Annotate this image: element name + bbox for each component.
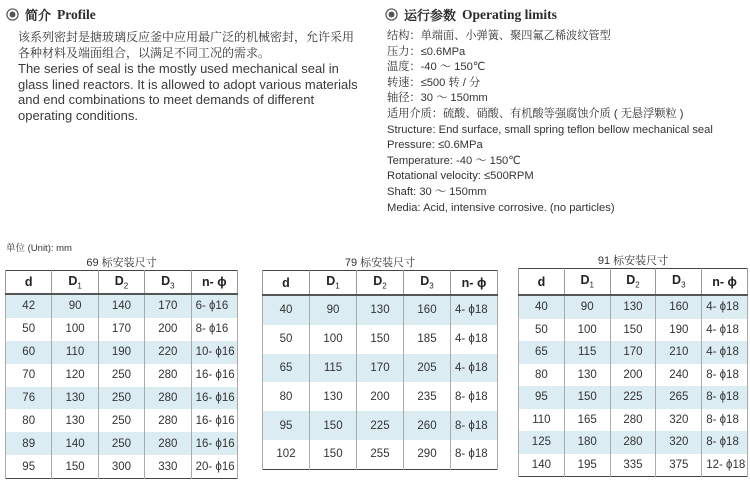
col-header-d3: $D_3$ bbox=[145, 271, 191, 295]
table-cell: 185 bbox=[404, 325, 451, 354]
table-cell: 16- ϕ16 bbox=[191, 432, 237, 455]
table-cell: 165 bbox=[564, 409, 610, 432]
col-header-d: d bbox=[519, 269, 565, 296]
col-header-d1: $D_1$ bbox=[52, 271, 98, 295]
table-row bbox=[263, 411, 498, 440]
profile-heading bbox=[6, 5, 96, 24]
table-cell: 190 bbox=[98, 341, 144, 364]
table-cell: 160 bbox=[404, 295, 451, 325]
table-cell: 150 bbox=[564, 386, 610, 409]
table-cell: 8- ϕ18 bbox=[451, 382, 498, 411]
table-row bbox=[263, 295, 498, 325]
limits-line: 轴径：30 ～ 150mm bbox=[387, 92, 488, 105]
col-header-holes: n- ϕ bbox=[191, 271, 237, 295]
table-cell: 4- ϕ18 bbox=[702, 319, 748, 342]
table-row bbox=[519, 431, 748, 454]
table-cell: 250 bbox=[98, 364, 144, 387]
table-row bbox=[263, 354, 498, 383]
table-cell: 280 bbox=[145, 364, 191, 387]
table-cell: 280 bbox=[145, 432, 191, 455]
table-cell: 65 bbox=[263, 354, 310, 383]
table-row bbox=[6, 409, 238, 432]
table-cell: 4- ϕ18 bbox=[451, 295, 498, 325]
table-header-row bbox=[6, 271, 238, 295]
table-cell: 89 bbox=[6, 432, 52, 455]
table-cell: 80 bbox=[263, 382, 310, 411]
table-cell: 330 bbox=[145, 455, 191, 478]
dimension-table bbox=[5, 270, 238, 479]
table-cell: 200 bbox=[357, 382, 404, 411]
table-row bbox=[519, 454, 748, 477]
table-cell: 4- ϕ18 bbox=[702, 295, 748, 319]
table-cell: 8- ϕ18 bbox=[702, 386, 748, 409]
limits-line: 转速：≤500 转 / 分 bbox=[387, 76, 481, 89]
col-header-d2: $D_2$ bbox=[357, 271, 404, 296]
bullseye-icon bbox=[6, 8, 19, 21]
table-caption: 91 标安装尺寸 bbox=[597, 255, 669, 267]
table-cell: 130 bbox=[610, 295, 656, 319]
table-cell: 130 bbox=[52, 387, 98, 410]
table-cell: 115 bbox=[564, 341, 610, 364]
table-cell: 140 bbox=[52, 432, 98, 455]
limits-line: Rotational velocity: ≤500RPM bbox=[387, 170, 534, 183]
profile-text-cn: 该系列密封是搪玻璃反应釜中应用最广泛的机械密封，允许采用各种材料及端面组合，以满足不同工况的需求。 bbox=[18, 30, 355, 60]
table-row bbox=[519, 295, 748, 319]
table-cell: 125 bbox=[519, 431, 565, 454]
table-cell: 335 bbox=[610, 454, 656, 477]
table-cell: 8- ϕ18 bbox=[451, 440, 498, 469]
table-cell: 280 bbox=[145, 409, 191, 432]
profile-body bbox=[18, 30, 364, 123]
limits-line: 适用介质：硫酸、硝酸、有机酸等强腐蚀介质 ( 无悬浮颗粒 ) bbox=[387, 107, 684, 120]
limits-line: Structure: End surface, small spring teflon bellow mechanical seal bbox=[387, 123, 713, 136]
table-cell: 8- ϕ18 bbox=[702, 364, 748, 387]
dimension-table bbox=[518, 268, 748, 477]
table-cell: 50 bbox=[6, 318, 52, 341]
table-header-row bbox=[263, 271, 498, 296]
table-cell: 200 bbox=[145, 318, 191, 341]
profile-title-en: Profile bbox=[57, 6, 96, 22]
table-cell: 205 bbox=[404, 354, 451, 383]
table-row bbox=[263, 440, 498, 469]
limits-line: Pressure: ≤0.6MPa bbox=[387, 139, 483, 152]
table-cell: 225 bbox=[357, 411, 404, 440]
table-cell: 100 bbox=[564, 319, 610, 342]
table-cell: 210 bbox=[656, 341, 702, 364]
table-cell: 16- ϕ16 bbox=[191, 409, 237, 432]
profile-text-en: The series of seal is the mostly used mechanical seal in glass lined reactors. It is allowed to adopt various materials and end combinations to meet demands of different operating conditions. bbox=[18, 61, 358, 123]
table-cell: 320 bbox=[656, 431, 702, 454]
table-79-standard bbox=[262, 256, 498, 470]
table-cell: 150 bbox=[357, 325, 404, 354]
table-cell: 150 bbox=[610, 319, 656, 342]
col-header-d1: $D_1$ bbox=[564, 269, 610, 296]
table-cell: 65 bbox=[519, 341, 565, 364]
table-cell: 50 bbox=[263, 325, 310, 354]
table-cell: 10- ϕ16 bbox=[191, 341, 237, 364]
table-cell: 40 bbox=[263, 295, 310, 325]
table-cell: 20- ϕ16 bbox=[191, 455, 237, 478]
table-cell: 300 bbox=[98, 455, 144, 478]
table-cell: 50 bbox=[519, 319, 565, 342]
col-header-holes: n- ϕ bbox=[702, 269, 748, 296]
table-cell: 130 bbox=[52, 409, 98, 432]
table-row bbox=[519, 409, 748, 432]
limits-heading bbox=[385, 5, 557, 24]
table-cell: 40 bbox=[519, 295, 565, 319]
table-cell: 190 bbox=[656, 319, 702, 342]
limits-line: 温度：-40 ～ 150℃ bbox=[387, 61, 486, 74]
table-row bbox=[263, 325, 498, 354]
table-cell: 120 bbox=[52, 364, 98, 387]
col-header-d2: $D_2$ bbox=[610, 269, 656, 296]
table-cell: 290 bbox=[404, 440, 451, 469]
table-cell: 80 bbox=[6, 409, 52, 432]
limits-body bbox=[387, 29, 747, 216]
table-cell: 12- ϕ18 bbox=[702, 454, 748, 477]
table-cell: 95 bbox=[519, 386, 565, 409]
table-row bbox=[263, 382, 498, 411]
unit-label: 单位 (Unit): mm bbox=[6, 243, 72, 254]
table-cell: 150 bbox=[310, 411, 357, 440]
table-cell: 375 bbox=[656, 454, 702, 477]
table-cell: 42 bbox=[6, 294, 52, 318]
table-cell: 115 bbox=[310, 354, 357, 383]
table-cell: 110 bbox=[519, 409, 565, 432]
limits-title-en: Operating limits bbox=[462, 6, 557, 22]
table-cell: 16- ϕ16 bbox=[191, 387, 237, 410]
limits-line: Media: Acid, intensive corrosive. (no particles) bbox=[387, 201, 615, 214]
table-cell: 4- ϕ18 bbox=[451, 325, 498, 354]
table-cell: 265 bbox=[656, 386, 702, 409]
table-row bbox=[6, 318, 238, 341]
limits-title-cn: 运行参数 bbox=[404, 8, 457, 23]
table-row bbox=[519, 319, 748, 342]
table-cell: 170 bbox=[145, 294, 191, 318]
table-row bbox=[519, 341, 748, 364]
table-caption: 79 标安装尺寸 bbox=[344, 257, 416, 269]
table-row bbox=[6, 455, 238, 478]
bullseye-icon bbox=[385, 8, 398, 21]
table-row bbox=[6, 364, 238, 387]
table-row bbox=[6, 341, 238, 364]
limits-line: Temperature: -40 ～ 150℃ bbox=[387, 154, 521, 167]
table-cell: 90 bbox=[310, 295, 357, 325]
table-cell: 6- ϕ16 bbox=[191, 294, 237, 318]
table-cell: 280 bbox=[610, 409, 656, 432]
col-header-d3: $D_3$ bbox=[404, 271, 451, 296]
table-row bbox=[6, 387, 238, 410]
table-cell: 280 bbox=[610, 431, 656, 454]
table-cell: 170 bbox=[357, 354, 404, 383]
table-cell: 95 bbox=[263, 411, 310, 440]
table-cell: 60 bbox=[6, 341, 52, 364]
table-cell: 180 bbox=[564, 431, 610, 454]
table-cell: 130 bbox=[564, 364, 610, 387]
table-cell: 80 bbox=[519, 364, 565, 387]
table-cell: 260 bbox=[404, 411, 451, 440]
table-cell: 90 bbox=[52, 294, 98, 318]
col-header-d1: $D_1$ bbox=[310, 271, 357, 296]
table-cell: 8- ϕ18 bbox=[451, 411, 498, 440]
table-cell: 250 bbox=[98, 387, 144, 410]
col-header-d3: $D_3$ bbox=[656, 269, 702, 296]
table-cell: 70 bbox=[6, 364, 52, 387]
table-cell: 8- ϕ18 bbox=[702, 431, 748, 454]
table-cell: 220 bbox=[145, 341, 191, 364]
table-row bbox=[6, 432, 238, 455]
table-cell: 250 bbox=[98, 409, 144, 432]
table-cell: 90 bbox=[564, 295, 610, 319]
table-cell: 160 bbox=[656, 295, 702, 319]
table-cell: 250 bbox=[98, 432, 144, 455]
table-cell: 100 bbox=[52, 318, 98, 341]
col-header-d: d bbox=[263, 271, 310, 296]
table-cell: 76 bbox=[6, 387, 52, 410]
table-cell: 320 bbox=[656, 409, 702, 432]
table-cell: 170 bbox=[610, 341, 656, 364]
table-cell: 280 bbox=[145, 387, 191, 410]
table-cell: 150 bbox=[310, 440, 357, 469]
table-cell: 225 bbox=[610, 386, 656, 409]
table-cell: 235 bbox=[404, 382, 451, 411]
table-cell: 140 bbox=[519, 454, 565, 477]
profile-title-cn: 简介 bbox=[25, 8, 52, 23]
table-cell: 255 bbox=[357, 440, 404, 469]
col-header-d: d bbox=[6, 271, 52, 295]
table-cell: 8- ϕ16 bbox=[191, 318, 237, 341]
table-cell: 130 bbox=[310, 382, 357, 411]
table-cell: 130 bbox=[357, 295, 404, 325]
limits-line: 压力：≤0.6MPa bbox=[387, 45, 466, 58]
col-header-holes: n- ϕ bbox=[451, 271, 498, 296]
table-row bbox=[519, 364, 748, 387]
table-cell: 150 bbox=[52, 455, 98, 478]
table-91-standard bbox=[518, 254, 748, 477]
table-row bbox=[519, 386, 748, 409]
table-caption: 69 标安装尺寸 bbox=[86, 257, 157, 269]
table-cell: 102 bbox=[263, 440, 310, 469]
dimension-table bbox=[262, 270, 498, 470]
table-row bbox=[6, 294, 238, 318]
table-cell: 240 bbox=[656, 364, 702, 387]
table-cell: 170 bbox=[98, 318, 144, 341]
table-cell: 16- ϕ16 bbox=[191, 364, 237, 387]
table-cell: 4- ϕ18 bbox=[702, 341, 748, 364]
table-cell: 95 bbox=[6, 455, 52, 478]
table-cell: 200 bbox=[610, 364, 656, 387]
limits-line: 结构：单端面、小弹簧、聚四氟乙稀波纹管型 bbox=[387, 30, 611, 42]
table-cell: 140 bbox=[98, 294, 144, 318]
table-header-row bbox=[519, 269, 748, 296]
col-header-d2: $D_2$ bbox=[98, 271, 144, 295]
table-cell: 110 bbox=[52, 341, 98, 364]
table-cell: 8- ϕ18 bbox=[702, 409, 748, 432]
table-cell: 195 bbox=[564, 454, 610, 477]
limits-line: Shaft: 30 ～ 150mm bbox=[387, 185, 487, 198]
table-cell: 4- ϕ18 bbox=[451, 354, 498, 383]
table-cell: 100 bbox=[310, 325, 357, 354]
table-69-standard bbox=[5, 256, 238, 479]
